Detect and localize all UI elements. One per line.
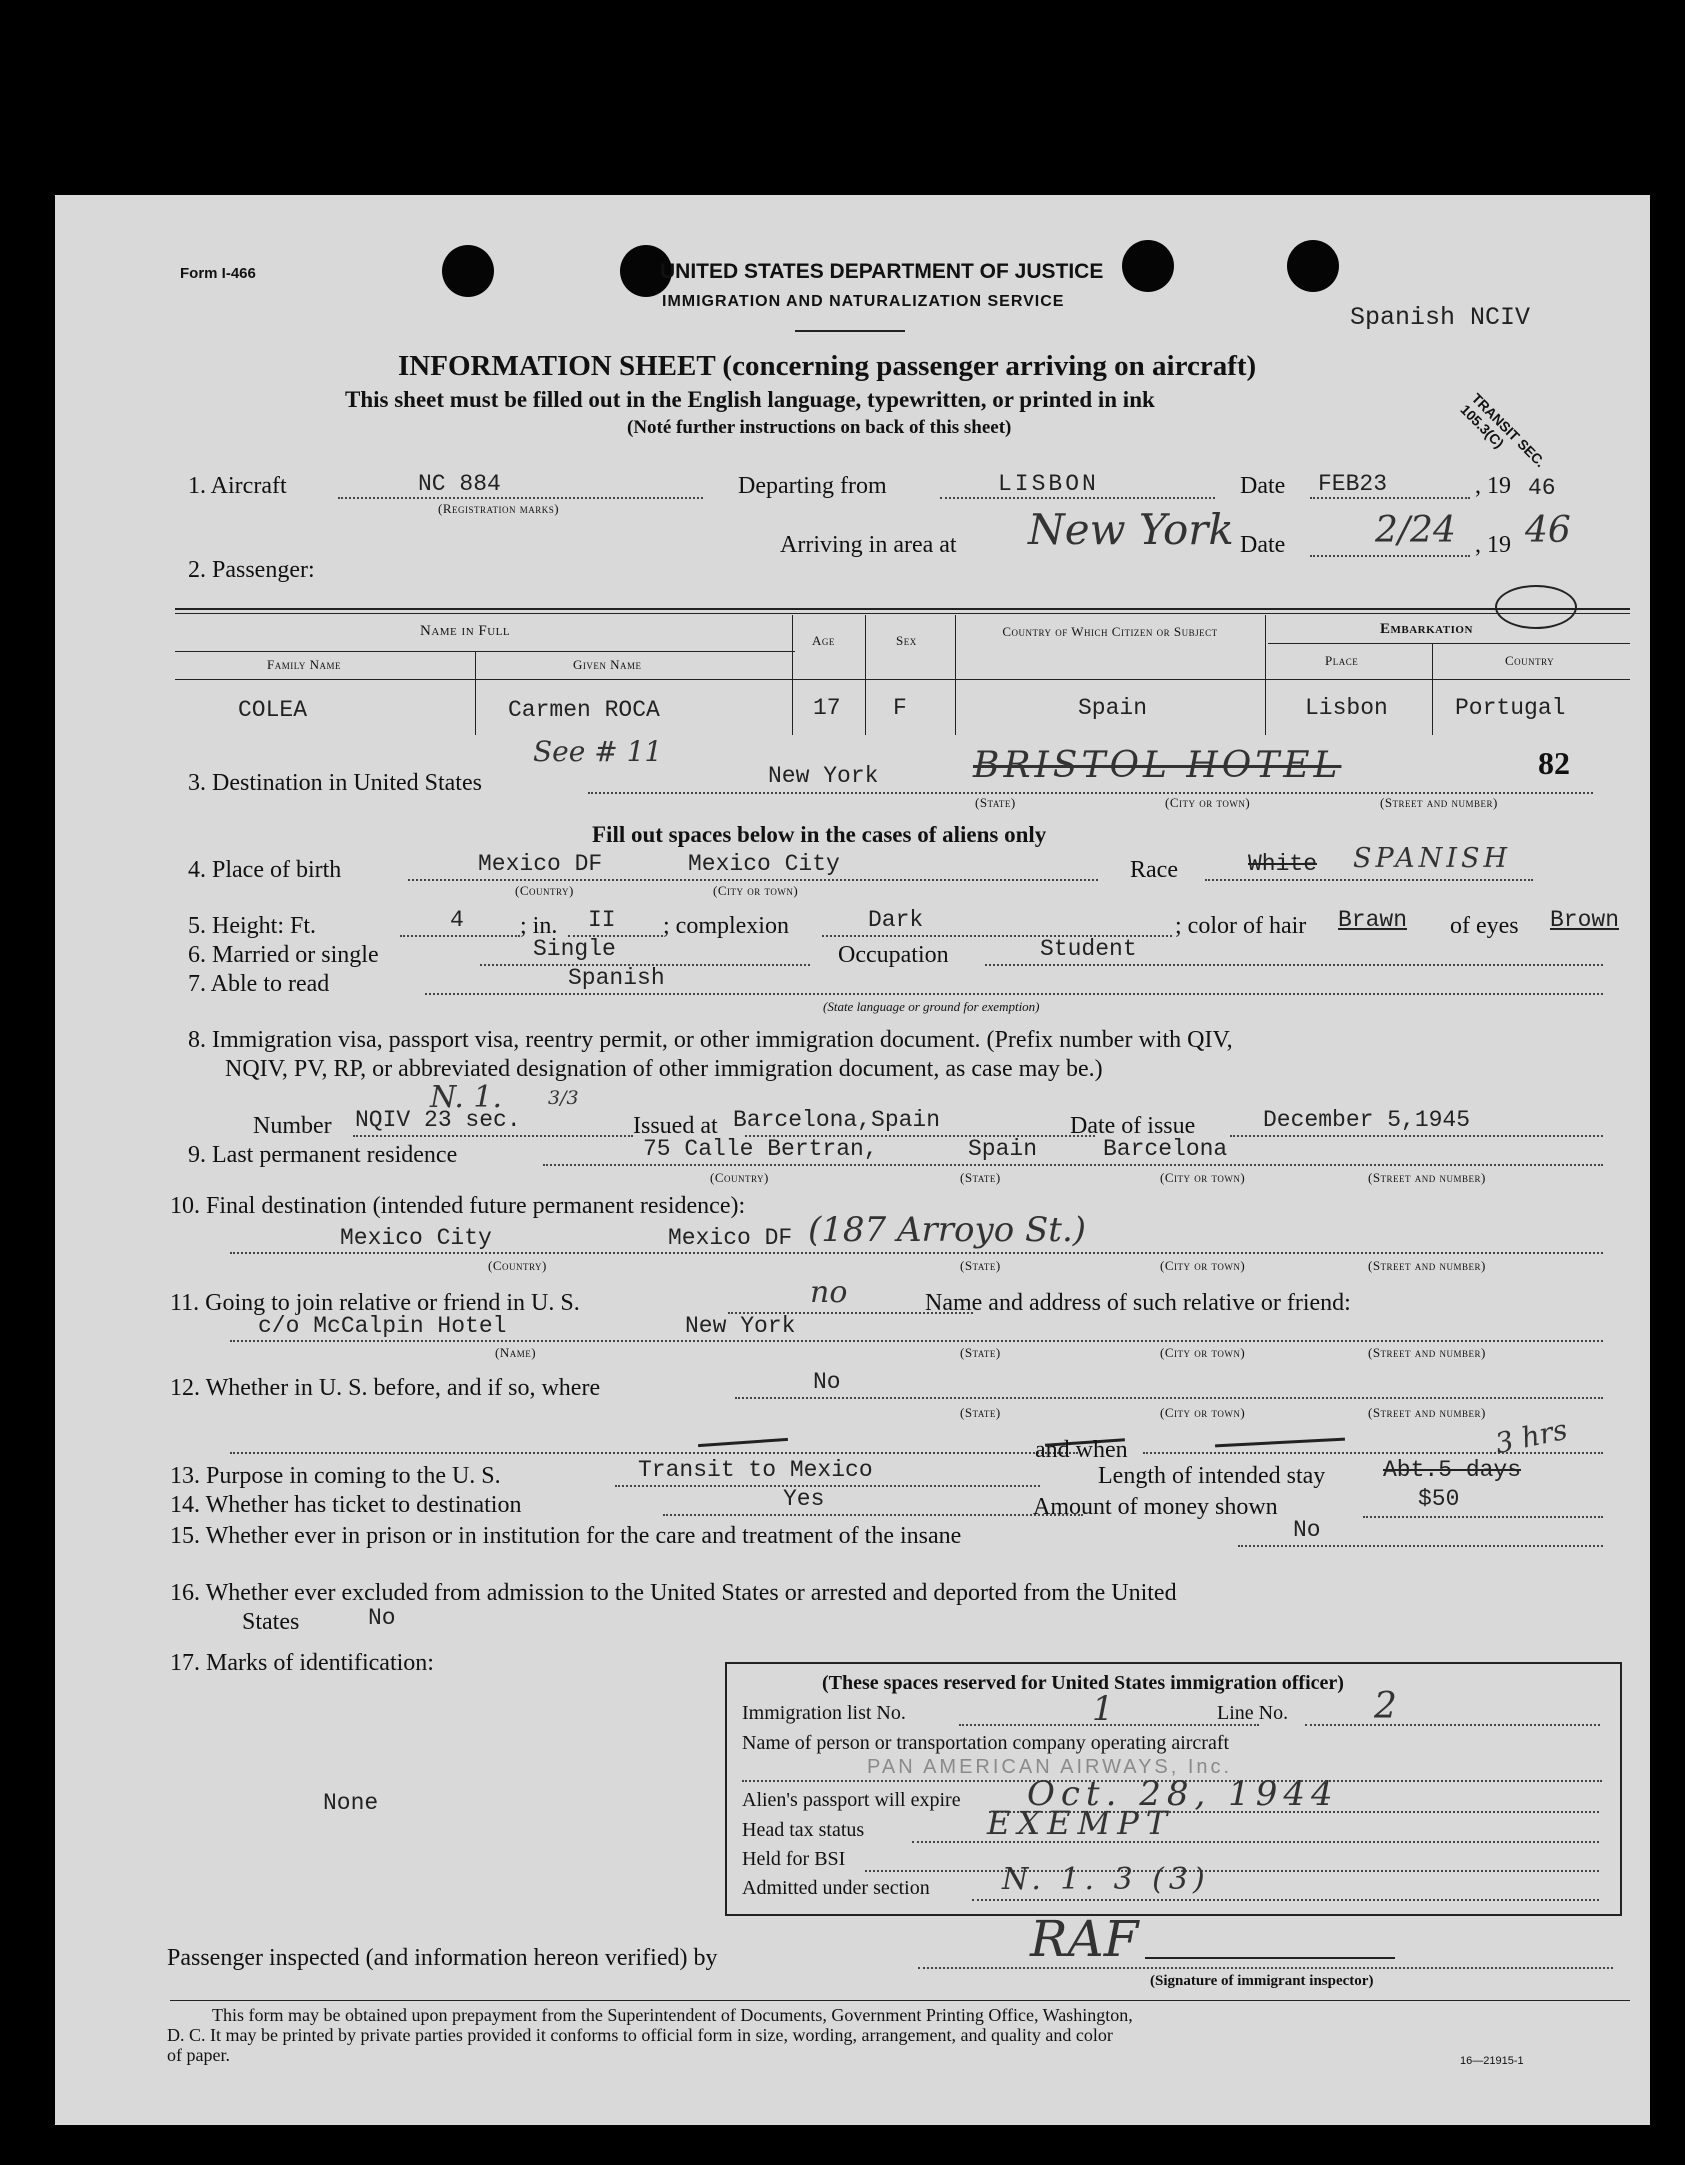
held-bsi-label: Held for BSI (742, 1848, 846, 1870)
caption-city: (City or town) (1160, 1170, 1246, 1185)
admitted-value[interactable]: N. 1. 3 (3) (1002, 1862, 1210, 1897)
caption-city: (City or town) (1160, 1405, 1246, 1420)
hair-value[interactable]: Brawn (1338, 907, 1408, 933)
visa-number-annotation: N. 1. (430, 1080, 503, 1115)
passport-expire-value[interactable]: Oct. 28, 1944 (1027, 1774, 1339, 1814)
caption-state: (State) (960, 1258, 1001, 1273)
form-code: 16—21915-1 (1460, 2055, 1524, 2067)
birth-country[interactable]: Mexico DF (478, 851, 603, 877)
occupation-value[interactable]: Student (1040, 936, 1137, 962)
complexion-label: ; complexion (663, 913, 789, 939)
sheet-instructions: This sheet must be filled out in the English language, typewritten, or printed in ink (345, 387, 1155, 412)
aircraft-label: 1. Aircraft (188, 473, 287, 499)
final-country[interactable]: Mexico City (340, 1225, 492, 1251)
stay-value-struck[interactable]: Abt.5 days (1383, 1457, 1522, 1483)
ticket-value[interactable]: Yes (783, 1486, 825, 1512)
arrival-date-label: Date (1240, 532, 1286, 558)
arrival-year-prefix: , 19 (1475, 532, 1511, 558)
caption-street: (Street and number) (1368, 1258, 1486, 1273)
read-label: 7. Able to read (188, 971, 330, 997)
date-issue-label: Date of issue (1070, 1113, 1196, 1139)
information-sheet (55, 195, 1650, 2125)
purpose-value[interactable]: Transit to Mexico (638, 1457, 873, 1483)
list-no-value[interactable]: 1 (1092, 1689, 1114, 1729)
residence-state[interactable]: Spain (968, 1136, 1038, 1162)
embark-country-cell[interactable]: Portugal (1455, 695, 1566, 721)
hair-label: ; color of hair (1175, 913, 1307, 939)
eyes-value[interactable]: Brown (1550, 907, 1620, 933)
destination-state[interactable]: New York (768, 763, 879, 789)
arriving-value[interactable]: New York (1028, 505, 1234, 554)
purpose-label: 13. Purpose in coming to the U. S. (170, 1463, 501, 1489)
sheet-note: (Noté further instructions on back of this sheet) (627, 417, 1012, 438)
sex-header: Sex (896, 633, 917, 648)
caption-city: (City or town) (1165, 795, 1251, 810)
signature-stroke (1145, 1957, 1395, 1959)
line-no-label: Line No. (1217, 1702, 1289, 1724)
strike-mark (1215, 1438, 1345, 1448)
footer-line-1: This form may be obtained upon prepayment from the Superintendent of Documents, Government Printing Office, Washington, (212, 2005, 1133, 2025)
caption-street: (Street and number) (1368, 1170, 1486, 1185)
caption-city: (City or town) (713, 883, 799, 898)
inches-label: ; in. (520, 913, 558, 939)
footer-line-3: of paper. (167, 2045, 230, 2065)
excluded-label-2: States (242, 1609, 300, 1635)
signature-caption: (Signature of immigrant inspector) (1150, 1973, 1374, 1989)
departing-label: Departing from (738, 473, 887, 499)
head-tax-value[interactable]: EXEMPT (987, 1804, 1175, 1842)
date-label: Date (1240, 473, 1286, 499)
caption-country: (Country) (710, 1170, 769, 1185)
identification-label: 17. Marks of identification: (170, 1650, 434, 1676)
stay-handwritten[interactable]: 3 hrs (1492, 1412, 1571, 1461)
year-prefix: , 19 (1475, 473, 1511, 499)
line-no-value[interactable]: 2 (1374, 1686, 1397, 1727)
date-issue-value[interactable]: December 5,1945 (1263, 1107, 1471, 1133)
prison-value[interactable]: No (1293, 1517, 1321, 1543)
relative-state[interactable]: New York (685, 1313, 796, 1339)
aliens-heading: Fill out spaces below in the cases of aliens only (592, 822, 1047, 847)
caption-street: (Street and number) (1368, 1405, 1486, 1420)
embark-place-cell[interactable]: Lisbon (1305, 695, 1388, 721)
passenger-table (175, 615, 1630, 735)
department-name: UNITED STATES DEPARTMENT OF JUSTICE (660, 260, 1104, 283)
sex-cell[interactable]: F (893, 695, 907, 721)
height-label: 5. Height: Ft. (188, 913, 317, 939)
destination-number[interactable]: 82 (1538, 745, 1570, 781)
stay-label: Length of intended stay (1098, 1463, 1326, 1489)
age-cell[interactable]: 17 (813, 695, 841, 721)
birthplace-label: 4. Place of birth (188, 857, 342, 883)
inspected-by-label: Passenger inspected (and information hereon verified) by (167, 1945, 718, 1971)
aircraft-value[interactable]: NC 884 (418, 471, 501, 497)
visa-text-1: 8. Immigration visa, passport visa, reentry permit, or other immigration document. (Prefix number with QIV, (188, 1027, 1233, 1053)
caption-city: (City or town) (1160, 1258, 1246, 1273)
citizenship-cell[interactable]: Spain (1078, 695, 1148, 721)
arrival-date[interactable]: 2/24 (1375, 510, 1456, 551)
caption-name: (Name) (495, 1345, 537, 1360)
family-name-cell[interactable]: COLEA (238, 697, 308, 723)
visa-text-2: NQIV, PV, RP, or abbreviated designation of other immigration document, as case may be.) (225, 1056, 1103, 1082)
previous-us-label: 12. Whether in U. S. before, and if so, where (170, 1375, 601, 1401)
company-label: Name of person or transportation company operating aircraft (742, 1732, 1230, 1754)
strike-mark (698, 1438, 788, 1447)
height-inches[interactable]: II (588, 907, 616, 933)
admitted-label: Admitted under section (742, 1877, 930, 1899)
residence-street[interactable]: 75 Calle Bertran, (643, 1136, 878, 1162)
top-right-annotation: Spanish NCIV (1350, 303, 1531, 332)
identification-value[interactable]: None (323, 1790, 379, 1816)
relative-name-label: Name and address of such relative or friend: (925, 1290, 1351, 1316)
read-value[interactable]: Spanish (568, 965, 665, 991)
country-header: Country (1505, 653, 1555, 668)
occupation-label: Occupation (838, 942, 949, 968)
eyes-label: of eyes (1450, 913, 1519, 939)
race-label: Race (1130, 857, 1178, 883)
name-in-full-header: Name in Full (420, 623, 511, 639)
read-caption: (State language or ground for exemption) (823, 999, 1040, 1014)
officer-box (725, 1662, 1622, 1916)
officer-box-heading: (These spaces reserved for United States immigration officer) (822, 1672, 1344, 1694)
punch-hole (1122, 240, 1174, 292)
caption-state: (State) (960, 1405, 1001, 1420)
issued-label: Issued at (633, 1113, 718, 1139)
join-relative-answer[interactable]: no (810, 1275, 848, 1310)
join-relative-label: 11. Going to join relative or friend in U. S. (170, 1290, 580, 1316)
final-destination-label: 10. Final destination (intended future permanent residence): (170, 1193, 746, 1219)
citizenship-header: Country of Which Citizen or Subject (1002, 624, 1218, 639)
money-value[interactable]: $50 (1418, 1486, 1460, 1512)
height-feet[interactable]: 4 (450, 907, 464, 933)
destination-city-struck[interactable]: BRISTOL HOTEL (973, 745, 1342, 786)
excluded-label-1: 16. Whether ever excluded from admission to the United States or arrested and deported from the United (170, 1580, 1177, 1606)
caption-state: (State) (975, 795, 1016, 810)
visa-number-fraction: 3/3 (548, 1087, 579, 1109)
complexion-value[interactable]: Dark (868, 907, 924, 933)
head-tax-label: Head tax status (742, 1819, 865, 1841)
registration-caption: (Registration marks) (438, 501, 560, 516)
place-header: Place (1325, 653, 1359, 668)
transit-stamp: TRANSIT SEC. 105.3(C) (1457, 390, 1549, 471)
given-name-header: Given Name (573, 657, 642, 672)
destination-label: 3. Destination in United States (188, 770, 482, 796)
excluded-value[interactable]: No (368, 1605, 396, 1631)
race-value[interactable]: SPANISH (1353, 843, 1512, 874)
ticket-label: 14. Whether has ticket to destination (170, 1492, 522, 1518)
previous-us-value[interactable]: No (813, 1369, 841, 1395)
age-header: Age (812, 633, 835, 648)
family-name-header: Family Name (267, 657, 341, 672)
caption-street: (Street and number) (1368, 1345, 1486, 1360)
passenger-label: 2. Passenger: (188, 557, 315, 583)
punch-hole (442, 245, 494, 297)
see-note: See # 11 (533, 735, 663, 768)
caption-country: (Country) (515, 883, 574, 898)
form-number: Form I-466 (180, 265, 256, 282)
arrival-year[interactable]: 46 (1525, 510, 1571, 551)
passport-expire-label: Alien's passport will expire (742, 1789, 961, 1811)
arriving-label: Arriving in area at (780, 532, 957, 558)
issued-value[interactable]: Barcelona,Spain (733, 1107, 941, 1133)
punch-hole (1287, 240, 1339, 292)
caption-state: (State) (960, 1170, 1001, 1185)
caption-country: (Country) (488, 1258, 547, 1273)
inspector-signature[interactable]: RAF (1030, 1910, 1139, 1968)
caption-street: (Street and number) (1380, 795, 1498, 810)
departure-year[interactable]: 46 (1528, 475, 1556, 501)
final-state[interactable]: Mexico DF (668, 1225, 793, 1251)
birth-city[interactable]: Mexico City (688, 851, 840, 877)
money-label: Amount of money shown (1033, 1494, 1278, 1520)
given-name-cell[interactable]: Carmen ROCA (508, 697, 660, 723)
and-when-label: and when (1035, 1437, 1128, 1463)
departure-date[interactable]: FEB23 (1318, 471, 1388, 497)
visa-number[interactable]: NQIV 23 sec. (355, 1107, 521, 1133)
company-value[interactable]: PAN AMERICAN AIRWAYS, Inc. (867, 1756, 1233, 1778)
married-value[interactable]: Single (533, 936, 616, 962)
residence-city[interactable]: Barcelona (1103, 1136, 1228, 1162)
service-name: IMMIGRATION AND NATURALIZATION SERVICE (662, 293, 1065, 310)
visa-number-label: Number (253, 1113, 332, 1139)
residence-label: 9. Last permanent residence (188, 1142, 458, 1168)
divider (795, 330, 905, 332)
caption-city: (City or town) (1160, 1345, 1246, 1360)
relative-name[interactable]: c/o McCalpin Hotel (258, 1313, 507, 1339)
embarkation-header: Embarkation (1380, 621, 1473, 637)
final-handwritten[interactable]: (187 Arroyo St.) (808, 1210, 1087, 1250)
sheet-title: INFORMATION SHEET (concerning passenger arriving on aircraft) (398, 350, 1257, 382)
departing-value[interactable]: LISBON (998, 471, 1099, 497)
prison-label: 15. Whether ever in prison or in institution for the care and treatment of the insane (170, 1523, 962, 1549)
caption-state: (State) (960, 1345, 1001, 1360)
list-no-label: Immigration list No. (742, 1702, 906, 1724)
married-label: 6. Married or single (188, 942, 379, 968)
race-struck[interactable]: White (1248, 851, 1318, 877)
footer-line-2: D. C. It may be printed by private parties provided it conforms to official form in size, wording, arrangement, and quality and color (167, 2025, 1113, 2045)
